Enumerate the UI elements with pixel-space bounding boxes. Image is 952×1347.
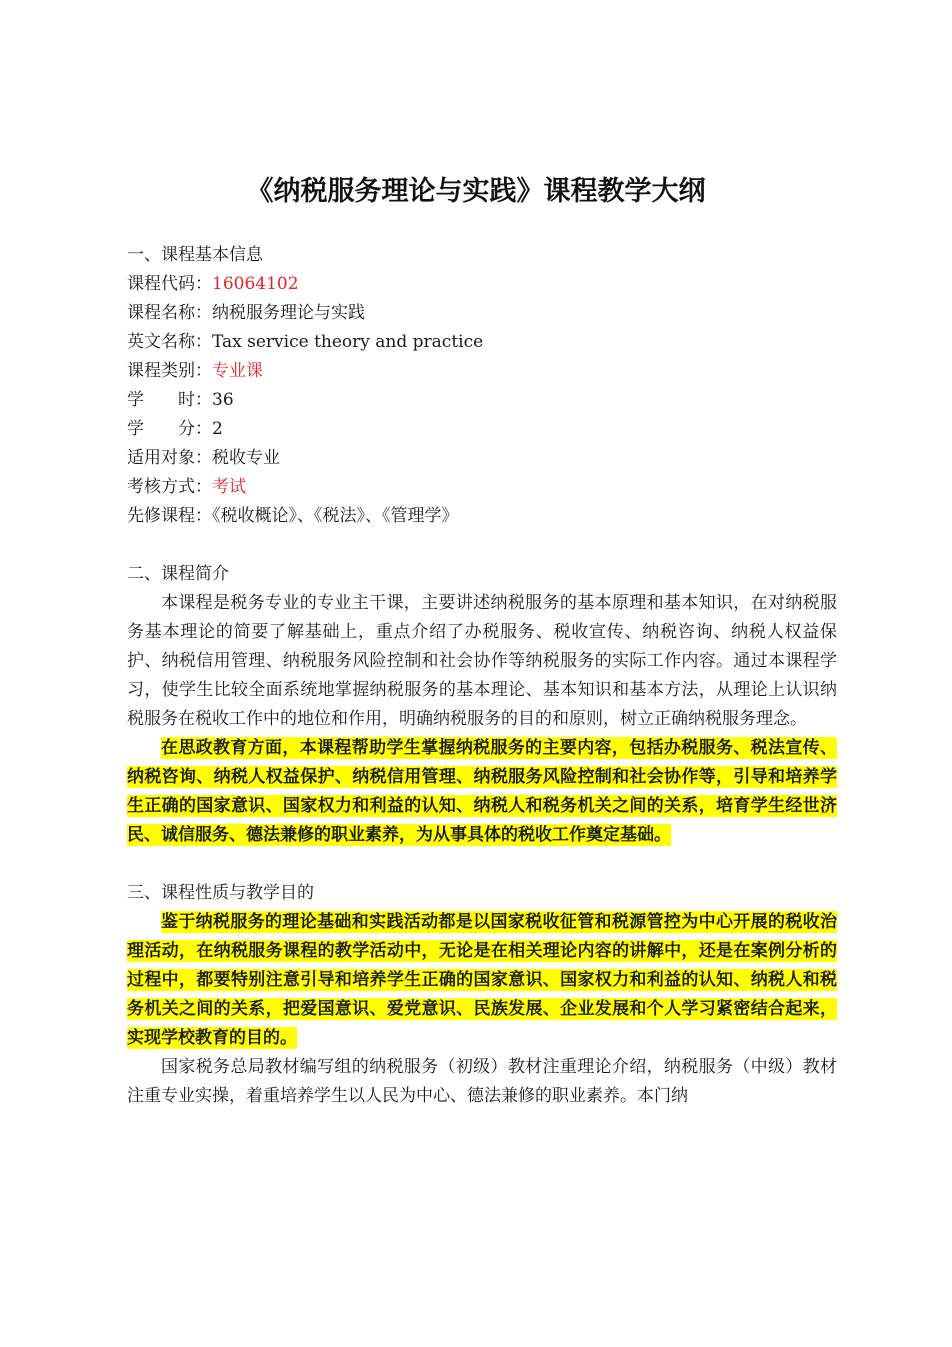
info-row-hours [127,386,837,415]
info-row-code [127,270,837,299]
section-spacer [127,850,837,879]
info-label: 英文名称： [127,332,212,352]
section-heading-basic-info: 一、课程基本信息 [127,245,263,265]
info-value: 36 [212,390,234,410]
document-title: 《纳税服务理论与实践》课程教学大纲 [246,176,706,207]
info-label: 学 时： [127,390,212,410]
info-value: 专业课 [212,361,263,381]
info-label: 课程类别： [127,361,212,381]
info-row-category [127,357,837,386]
info-value: 2 [212,419,223,439]
info-value: 税收专业 [212,448,280,468]
info-label: 考核方式： [127,477,212,497]
info-row-english-name [127,328,837,357]
info-label: 课程代码： [127,274,212,294]
info-label: 适用对象： [127,448,212,468]
info-value: 16064102 [212,274,299,294]
textbook-paragraph [127,1053,837,1111]
info-label: 先修课程： [127,506,212,526]
info-row-assessment [127,473,837,502]
highlighted-text: 在思政教育方面，本课程帮助学生掌握纳税服务的主要内容，包括办税服务、税法宣传、纳税咨询、纳税人权益保护、纳税信用管理、纳税服务风险控制和社会协作等，引导和培养学生正确的国家意识、国家权力和利益的认知、纳税人和税务机关之间的关系，培育学生经世济民、诚信服务、德法兼修的职业素养，为从事具体的税收工作奠定基础。 [127,738,837,845]
info-value: 考试 [212,477,246,497]
info-row-credits [127,415,837,444]
section-heading-nature-purpose: 三、课程性质与教学目的 [127,883,314,903]
document-body [127,241,837,1111]
info-row-prerequisites [127,502,837,531]
highlighted-text: 鉴于纳税服务的理论基础和实践活动都是以国家税收征管和税源管控为中心开展的税收治理活动，在纳税服务课程的教学活动中，无论是在相关理论内容的讲解中，还是在案例分析的过程中，都要特别注意引导和培养学生正确的国家意识、国家权力和利益的认知、纳税人和税务机关之间的关系，把爱国意识、爱党意识、民族发展、企业发展和个人学习紧密结合起来，实现学校教育的目的。 [127,912,837,1048]
textbook-paragraph-text: 国家税务总局教材编写组的纳税服务（初级）教材注重理论介绍，纳税服务（中级）教材注重专业实操，着重培养学生以人民为中心、德法兼修的职业素养。本门纳 [127,1057,837,1106]
info-value: Tax service theory and practice [212,332,484,352]
purpose-paragraph [127,908,837,1053]
info-value: 《税收概论》、《税法》、《管理学》 [212,506,459,526]
info-row-name [127,299,837,328]
ideology-paragraph [127,734,837,850]
info-value: 纳税服务理论与实践 [212,303,365,323]
course-info-list [127,270,837,531]
info-label: 课程名称： [127,303,212,323]
section-spacer [127,531,837,560]
section-heading-introduction: 二、课程简介 [127,564,229,584]
intro-paragraph [127,589,837,734]
intro-paragraph-text: 本课程是税务专业的专业主干课，主要讲述纳税服务的基本原理和基本知识，在对纳税服务基本理论的简要了解基础上，重点介绍了办税服务、税收宣传、纳税咨询、纳税人权益保护、纳税信用管理、纳税服务风险控制和社会协作等纳税服务的实际工作内容。通过本课程学习，使学生比较全面系统地掌握纳税服务的基本理论、基本知识和基本方法，从理论上认识纳税服务在税收工作中的地位和作用，明确纳税服务的目的和原则，树立正确纳税服务理念。 [127,593,837,729]
info-row-audience [127,444,837,473]
info-label: 学 分： [127,419,212,439]
